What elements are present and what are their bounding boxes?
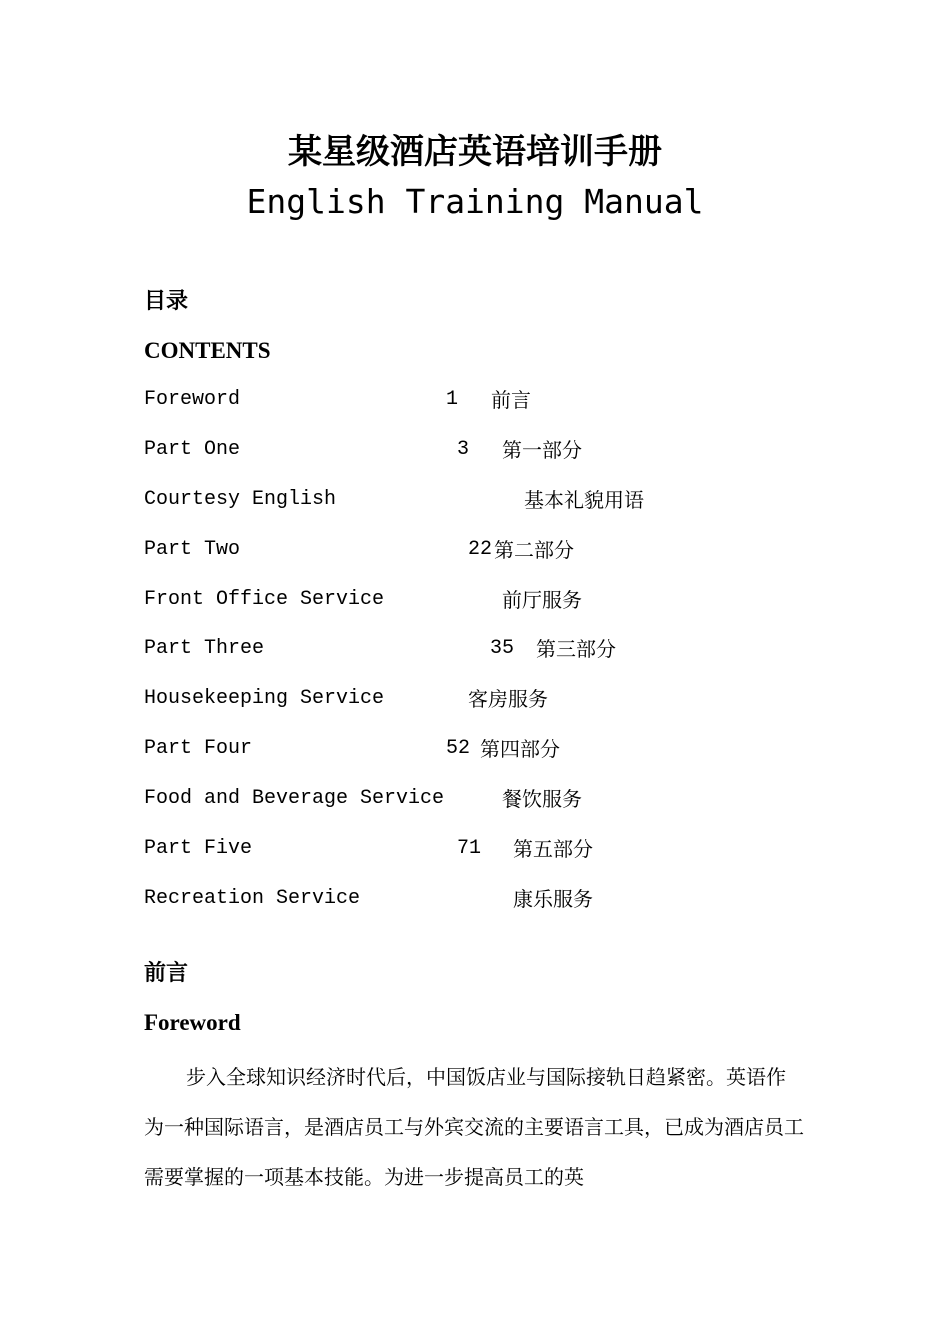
- toc-page-number: 35: [490, 637, 515, 660]
- toc-row: [0, 834, 950, 864]
- toc-entry-english: Housekeeping Service: [144, 687, 385, 710]
- toc-page-number: 1: [446, 388, 459, 411]
- toc-row: [0, 385, 950, 415]
- toc-entry-english: Part Four: [144, 737, 253, 760]
- toc-entry-chinese: 第二部分: [494, 538, 574, 562]
- toc-entry-chinese: 第一部分: [502, 438, 582, 462]
- toc-entry-english: Part Three: [144, 637, 265, 660]
- toc-entry-english: Courtesy English: [144, 488, 337, 511]
- toc-row: [0, 585, 950, 615]
- toc-entry-english: Front Office Service: [144, 588, 385, 611]
- document-title-english: English Training Manual: [246, 182, 704, 221]
- toc-row: [0, 734, 950, 764]
- toc-row: [0, 485, 950, 515]
- contents-heading-chinese: 目录: [144, 288, 189, 314]
- toc-entry-english: Part Five: [144, 837, 253, 860]
- toc-entry-chinese: 第五部分: [513, 837, 593, 861]
- toc-entry-chinese: 餐饮服务: [502, 787, 582, 811]
- document-title-chinese: 某星级酒店英语培训手册: [288, 132, 662, 172]
- toc-entry-chinese: 客房服务: [468, 687, 548, 711]
- toc-page-number: 22: [468, 538, 493, 561]
- toc-entry-chinese: 前言: [491, 388, 531, 412]
- toc-row: [0, 535, 950, 565]
- toc-entry-english: Food and Beverage Service: [144, 787, 445, 810]
- toc-entry-english: Part Two: [144, 538, 241, 561]
- toc-entry-chinese: 第四部分: [480, 737, 560, 761]
- toc-entry-english: Recreation Service: [144, 887, 361, 910]
- toc-page-number: 71: [457, 837, 482, 860]
- toc-entry-chinese: 康乐服务: [513, 887, 593, 911]
- foreword-paragraph: 步入全球知识经济时代后，中国饭店业与国际接轨日趋紧密。英语作为一种国际语言，是酒店员工与外宾交流的主要语言工具，已成为酒店员工需要掌握的一项基本技能。为进一步提高员工的英: [144, 1065, 804, 1189]
- toc-entry-chinese: 基本礼貌用语: [524, 488, 644, 512]
- foreword-heading-chinese: 前言: [144, 960, 189, 986]
- toc-row: [0, 684, 950, 714]
- contents-heading-english: CONTENTS: [144, 338, 271, 363]
- toc-entry-english: Part One: [144, 438, 241, 461]
- toc-entry-chinese: 前厅服务: [502, 588, 582, 612]
- toc-entry-chinese: 第三部分: [536, 637, 616, 661]
- toc-row: [0, 634, 950, 664]
- toc-entry-english: Foreword: [144, 388, 241, 411]
- toc-row: [0, 784, 950, 814]
- toc-page-number: 52: [446, 737, 471, 760]
- toc-row: [0, 884, 950, 914]
- toc-page-number: 3: [457, 438, 470, 461]
- foreword-heading-english: Foreword: [144, 1010, 241, 1035]
- toc-row: [0, 435, 950, 465]
